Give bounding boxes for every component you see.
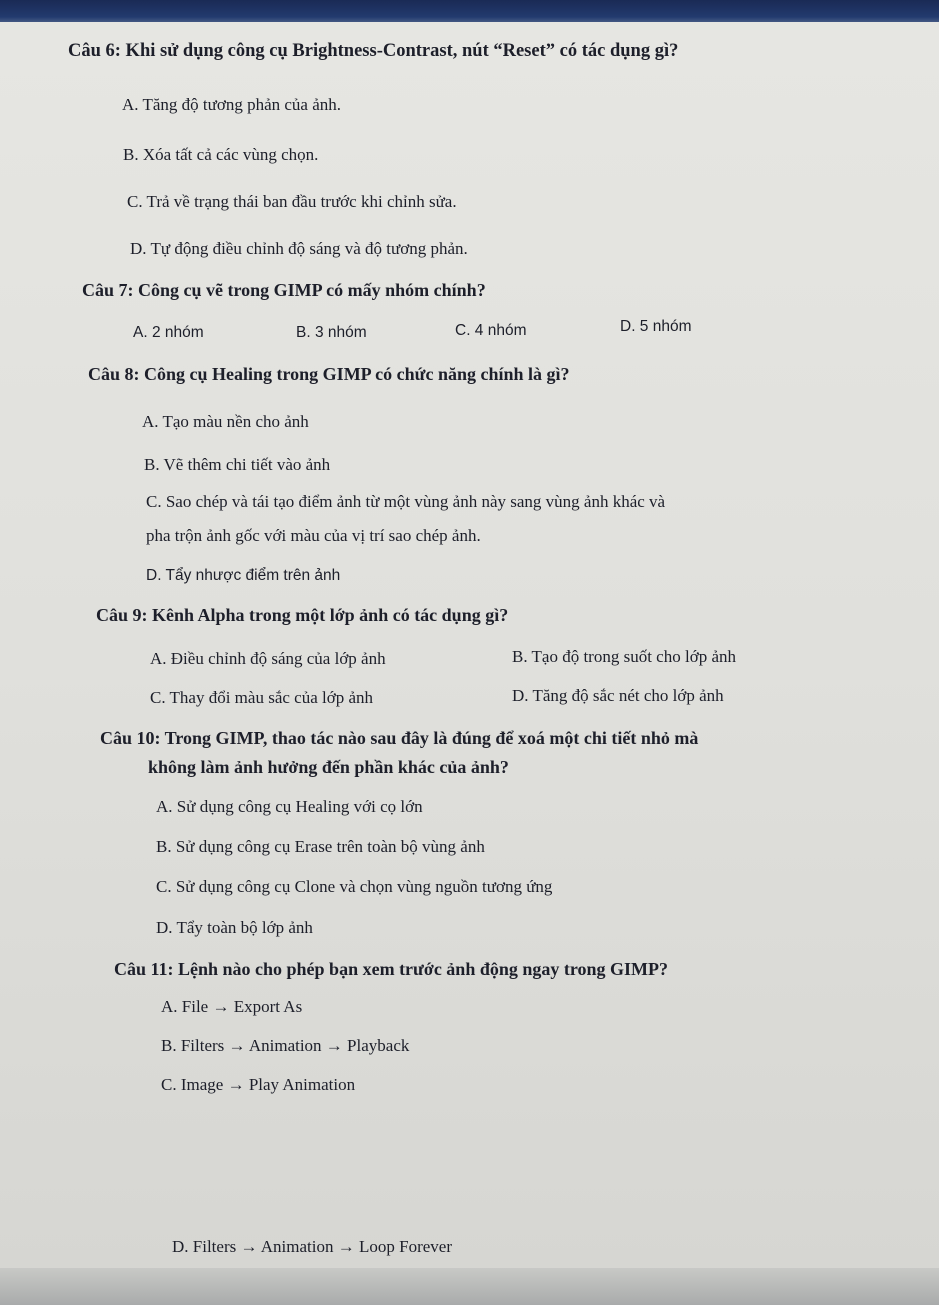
question-7-option-d: D. 5 nhóm — [620, 318, 692, 335]
question-8-option-b: B. Vẽ thêm chi tiết vào ảnh — [144, 455, 331, 474]
question-6-option-d: D. Tự động điều chỉnh độ sáng và độ tương phản. — [130, 239, 468, 258]
question-9-option-b: B. Tạo độ trong suốt cho lớp ảnh — [512, 647, 736, 666]
question-11-option-b: B. Filters → Animation → Playback — [161, 1036, 410, 1055]
question-7-option-c: C. 4 nhóm — [455, 322, 527, 339]
question-6-option-a: A. Tăng độ tương phản của ảnh. — [122, 95, 342, 114]
question-11-option-d: D. Filters → Animation → Loop Forever — [172, 1237, 453, 1256]
question-10-option-b: B. Sử dụng công cụ Erase trên toàn bộ vùng ảnh — [156, 837, 485, 856]
question-8-title: Câu 8: Công cụ Healing trong GIMP có chức năng chính là gì? — [88, 364, 570, 384]
question-10-option-c: C. Sử dụng công cụ Clone và chọn vùng nguồn tương ứng — [156, 877, 553, 896]
question-7-title: Câu 7: Công cụ vẽ trong GIMP có mấy nhóm chính? — [82, 280, 486, 300]
question-10-title: Câu 10: Trong GIMP, thao tác nào sau đây là đúng để xoá một chi tiết nhỏ mà — [100, 728, 699, 748]
question-8-option-a: A. Tạo màu nền cho ảnh — [142, 412, 309, 431]
question-11-title: Câu 11: Lệnh nào cho phép bạn xem trước ảnh động ngay trong GIMP? — [114, 959, 669, 979]
question-8-option-d: D. Tẩy nhược điểm trên ảnh — [146, 567, 341, 584]
question-11-option-c: C. Image → Play Animation — [161, 1075, 356, 1094]
question-10-title-line2: không làm ảnh hưởng đến phần khác của ảnh? — [148, 757, 509, 777]
bottom-edge — [0, 1268, 939, 1305]
question-6-title: Câu 6: Khi sử dụng công cụ Brightness-Contrast, nút “Reset” có tác dụng gì? — [68, 41, 679, 61]
question-7-option-b: B. 3 nhóm — [296, 324, 367, 341]
question-6-option-c: C. Trả về trạng thái ban đầu trước khi chỉnh sửa. — [127, 192, 457, 211]
question-10-option-a: A. Sử dụng công cụ Healing với cọ lớn — [156, 797, 423, 816]
question-9-title: Câu 9: Kênh Alpha trong một lớp ảnh có tác dụng gì? — [96, 605, 509, 625]
question-9-option-d: D. Tăng độ sắc nét cho lớp ảnh — [512, 686, 724, 705]
question-10-option-d: D. Tẩy toàn bộ lớp ảnh — [156, 918, 313, 937]
question-11-option-a: A. File → Export As — [161, 997, 303, 1016]
question-6-option-b: B. Xóa tất cả các vùng chọn. — [123, 145, 319, 164]
question-9-option-c: C. Thay đổi màu sắc của lớp ảnh — [150, 688, 374, 707]
question-8-option-c-line2: pha trộn ảnh gốc với màu của vị trí sao chép ảnh. — [146, 526, 481, 545]
question-9-option-a: A. Điều chỉnh độ sáng của lớp ảnh — [150, 649, 386, 668]
question-8-option-c-line1: C. Sao chép và tái tạo điểm ảnh từ một vùng ảnh này sang vùng ảnh khác và — [146, 492, 666, 511]
question-7-option-a: A. 2 nhóm — [133, 324, 204, 341]
